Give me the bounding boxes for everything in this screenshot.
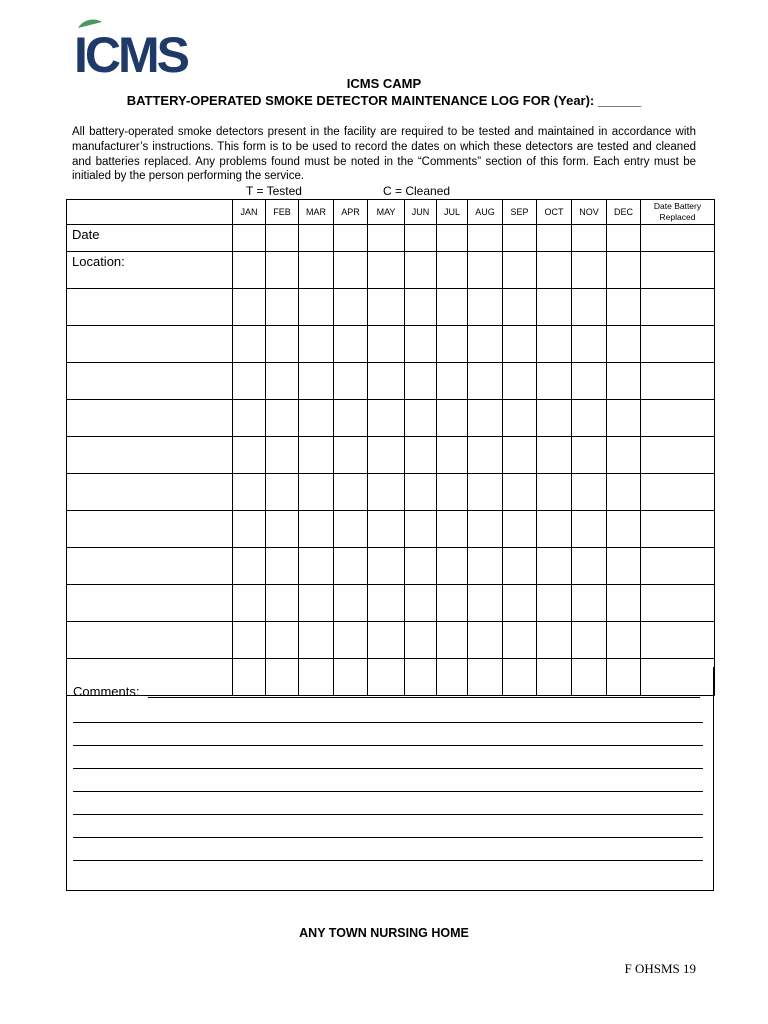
- label-row: [67, 252, 715, 289]
- form-code: F OHSMS 19: [624, 961, 696, 976]
- month-header: JUN: [405, 200, 437, 225]
- month-entry-cell[interactable]: [405, 363, 437, 400]
- month-entry-cell[interactable]: [572, 548, 607, 585]
- month-entry-cell[interactable]: [468, 225, 503, 252]
- month-entry-cell[interactable]: [468, 511, 503, 548]
- comment-line[interactable]: [73, 722, 703, 723]
- month-entry-cell[interactable]: [468, 437, 503, 474]
- month-entry-cell[interactable]: [299, 437, 334, 474]
- month-entry-cell[interactable]: [233, 622, 266, 659]
- month-entry-cell[interactable]: [233, 363, 266, 400]
- month-entry-cell[interactable]: [405, 225, 437, 252]
- month-entry-cell[interactable]: [607, 622, 641, 659]
- month-entry-cell[interactable]: [368, 585, 405, 622]
- month-entry-cell[interactable]: [266, 363, 299, 400]
- month-entry-cell[interactable]: [233, 511, 266, 548]
- month-entry-cell[interactable]: [334, 363, 368, 400]
- month-entry-cell[interactable]: [503, 326, 537, 363]
- blank-entry-row: [67, 326, 715, 363]
- month-entry-cell[interactable]: [468, 622, 503, 659]
- month-entry-cell[interactable]: [299, 548, 334, 585]
- comments-section: [66, 667, 714, 891]
- month-header: DEC: [607, 200, 641, 225]
- month-entry-cell[interactable]: [368, 289, 405, 326]
- battery-date-cell[interactable]: [641, 225, 715, 252]
- month-entry-cell[interactable]: [334, 326, 368, 363]
- month-entry-cell[interactable]: [233, 548, 266, 585]
- month-entry-cell[interactable]: [405, 326, 437, 363]
- month-entry-cell[interactable]: [607, 289, 641, 326]
- month-entry-cell[interactable]: [266, 252, 299, 289]
- month-entry-cell[interactable]: [468, 363, 503, 400]
- month-entry-cell[interactable]: [607, 326, 641, 363]
- label-row: [67, 225, 715, 252]
- comment-line[interactable]: [148, 697, 700, 698]
- month-entry-cell[interactable]: [503, 252, 537, 289]
- month-entry-cell[interactable]: [607, 363, 641, 400]
- month-entry-cell[interactable]: [437, 585, 468, 622]
- month-entry-cell[interactable]: [299, 289, 334, 326]
- month-entry-cell[interactable]: [503, 474, 537, 511]
- month-entry-cell[interactable]: [233, 225, 266, 252]
- month-entry-cell[interactable]: [299, 326, 334, 363]
- month-entry-cell[interactable]: [266, 585, 299, 622]
- battery-date-cell[interactable]: [641, 474, 715, 511]
- month-entry-cell[interactable]: [537, 326, 572, 363]
- month-header: MAY: [368, 200, 405, 225]
- month-entry-cell[interactable]: [607, 548, 641, 585]
- month-entry-cell[interactable]: [437, 622, 468, 659]
- month-entry-cell[interactable]: [503, 585, 537, 622]
- month-entry-cell[interactable]: [405, 400, 437, 437]
- comment-line[interactable]: [73, 860, 703, 861]
- location-cell[interactable]: [67, 474, 233, 511]
- month-entry-cell[interactable]: [266, 326, 299, 363]
- month-header: FEB: [266, 200, 299, 225]
- month-entry-cell[interactable]: [405, 252, 437, 289]
- month-entry-cell[interactable]: [503, 548, 537, 585]
- month-entry-cell[interactable]: [368, 511, 405, 548]
- month-entry-cell[interactable]: [368, 225, 405, 252]
- month-entry-cell[interactable]: [503, 289, 537, 326]
- battery-date-cell[interactable]: [641, 437, 715, 474]
- month-entry-cell[interactable]: [368, 548, 405, 585]
- month-entry-cell[interactable]: [572, 474, 607, 511]
- blank-entry-row: [67, 585, 715, 622]
- blank-entry-row: [67, 511, 715, 548]
- month-entry-cell[interactable]: [368, 363, 405, 400]
- month-entry-cell[interactable]: [503, 511, 537, 548]
- month-entry-cell[interactable]: [266, 437, 299, 474]
- battery-date-cell[interactable]: [641, 252, 715, 289]
- battery-date-cell[interactable]: [641, 326, 715, 363]
- battery-date-cell[interactable]: [641, 289, 715, 326]
- month-entry-cell[interactable]: [537, 585, 572, 622]
- month-entry-cell[interactable]: [334, 225, 368, 252]
- comment-line[interactable]: [73, 791, 703, 792]
- month-entry-cell[interactable]: [468, 252, 503, 289]
- logo-text: ICMS: [74, 27, 187, 76]
- month-entry-cell[interactable]: [537, 252, 572, 289]
- month-entry-cell[interactable]: [607, 437, 641, 474]
- month-entry-cell[interactable]: [572, 326, 607, 363]
- month-entry-cell[interactable]: [437, 252, 468, 289]
- row-label[interactable]: Location:: [67, 252, 233, 289]
- month-entry-cell[interactable]: [537, 474, 572, 511]
- month-entry-cell[interactable]: [299, 622, 334, 659]
- blank-entry-row: [67, 289, 715, 326]
- month-entry-cell[interactable]: [368, 252, 405, 289]
- month-entry-cell[interactable]: [537, 511, 572, 548]
- month-entry-cell[interactable]: [572, 400, 607, 437]
- month-entry-cell[interactable]: [437, 289, 468, 326]
- location-cell[interactable]: [67, 548, 233, 585]
- month-header: JUL: [437, 200, 468, 225]
- month-entry-cell[interactable]: [537, 400, 572, 437]
- month-entry-cell[interactable]: [299, 225, 334, 252]
- month-entry-cell[interactable]: [334, 474, 368, 511]
- battery-date-cell[interactable]: [641, 548, 715, 585]
- month-entry-cell[interactable]: [537, 289, 572, 326]
- month-entry-cell[interactable]: [468, 548, 503, 585]
- battery-replaced-header: Date Battery Replaced: [641, 200, 715, 225]
- facility-name: ANY TOWN NURSING HOME: [299, 926, 469, 940]
- maintenance-log-table: [66, 199, 715, 696]
- camp-title: ICMS CAMP: [346, 76, 422, 91]
- month-header-row: [67, 200, 715, 225]
- month-entry-cell[interactable]: [468, 400, 503, 437]
- month-entry-cell[interactable]: [437, 363, 468, 400]
- comment-line[interactable]: [73, 768, 703, 769]
- month-entry-cell[interactable]: [368, 326, 405, 363]
- month-entry-cell[interactable]: [572, 289, 607, 326]
- month-entry-cell[interactable]: [572, 437, 607, 474]
- battery-date-cell[interactable]: [641, 511, 715, 548]
- month-entry-cell[interactable]: [405, 474, 437, 511]
- month-entry-cell[interactable]: [503, 363, 537, 400]
- month-header: SEP: [503, 200, 537, 225]
- month-entry-cell[interactable]: [233, 252, 266, 289]
- blank-entry-row: [67, 622, 715, 659]
- blank-entry-row: [67, 548, 715, 585]
- location-cell[interactable]: [67, 437, 233, 474]
- icms-logo: [74, 18, 206, 76]
- month-entry-cell[interactable]: [437, 474, 468, 511]
- battery-date-cell[interactable]: [641, 622, 715, 659]
- month-entry-cell[interactable]: [437, 326, 468, 363]
- location-cell[interactable]: [67, 622, 233, 659]
- location-cell[interactable]: [67, 326, 233, 363]
- month-entry-cell[interactable]: [468, 474, 503, 511]
- comment-line[interactable]: [73, 814, 703, 815]
- month-entry-cell[interactable]: [437, 225, 468, 252]
- month-entry-cell[interactable]: [334, 289, 368, 326]
- month-entry-cell[interactable]: [334, 252, 368, 289]
- month-entry-cell[interactable]: [537, 225, 572, 252]
- month-entry-cell[interactable]: [537, 437, 572, 474]
- month-entry-cell[interactable]: [233, 474, 266, 511]
- location-cell[interactable]: [67, 585, 233, 622]
- month-entry-cell[interactable]: [266, 400, 299, 437]
- month-entry-cell[interactable]: [405, 437, 437, 474]
- month-entry-cell[interactable]: [299, 363, 334, 400]
- month-entry-cell[interactable]: [299, 474, 334, 511]
- month-entry-cell[interactable]: [607, 225, 641, 252]
- month-entry-cell[interactable]: [405, 585, 437, 622]
- month-entry-cell[interactable]: [607, 474, 641, 511]
- month-entry-cell[interactable]: [233, 289, 266, 326]
- month-entry-cell[interactable]: [266, 511, 299, 548]
- month-entry-cell[interactable]: [607, 252, 641, 289]
- month-entry-cell[interactable]: [334, 437, 368, 474]
- month-header: AUG: [468, 200, 503, 225]
- month-entry-cell[interactable]: [503, 622, 537, 659]
- month-entry-cell[interactable]: [334, 548, 368, 585]
- month-entry-cell[interactable]: [572, 511, 607, 548]
- blank-entry-row: [67, 363, 715, 400]
- battery-date-cell[interactable]: [641, 585, 715, 622]
- month-entry-cell[interactable]: [334, 585, 368, 622]
- month-entry-cell[interactable]: [299, 585, 334, 622]
- month-entry-cell[interactable]: [468, 585, 503, 622]
- month-entry-cell[interactable]: [537, 548, 572, 585]
- month-entry-cell[interactable]: [266, 622, 299, 659]
- month-entry-cell[interactable]: [437, 548, 468, 585]
- month-entry-cell[interactable]: [537, 363, 572, 400]
- month-entry-cell[interactable]: [607, 400, 641, 437]
- month-entry-cell[interactable]: [437, 437, 468, 474]
- location-cell[interactable]: [67, 289, 233, 326]
- blank-entry-row: [67, 474, 715, 511]
- month-entry-cell[interactable]: [405, 548, 437, 585]
- month-entry-cell[interactable]: [437, 400, 468, 437]
- month-entry-cell[interactable]: [299, 511, 334, 548]
- month-entry-cell[interactable]: [468, 326, 503, 363]
- month-entry-cell[interactable]: [334, 511, 368, 548]
- instructions-paragraph: All battery-operated smoke detectors present in the facility are required to be tested and maintained in accordance with manufacturer’s instructions. This form is to be used to record the dates on which these detectors are tested and cleaned and batteries replaced. Any problems found must be noted in the “Comments” section of this form. Each entry must be initialed by the person performing the service.: [72, 126, 696, 183]
- log-title: BATTERY-OPERATED SMOKE DETECTOR MAINTENANCE LOG FOR (Year): ______: [126, 93, 642, 108]
- month-entry-cell[interactable]: [233, 400, 266, 437]
- month-entry-cell[interactable]: [437, 511, 468, 548]
- month-entry-cell[interactable]: [572, 252, 607, 289]
- comment-line[interactable]: [73, 837, 703, 838]
- month-entry-cell[interactable]: [405, 622, 437, 659]
- month-entry-cell[interactable]: [405, 289, 437, 326]
- month-entry-cell[interactable]: [405, 511, 437, 548]
- header-blank-cell: [67, 200, 233, 225]
- legend-cleaned: C = Cleaned: [383, 184, 451, 198]
- month-entry-cell[interactable]: [266, 289, 299, 326]
- month-entry-cell[interactable]: [334, 622, 368, 659]
- month-entry-cell[interactable]: [572, 363, 607, 400]
- blank-entry-row: [67, 400, 715, 437]
- month-header: NOV: [572, 200, 607, 225]
- month-entry-cell[interactable]: [572, 622, 607, 659]
- month-entry-cell[interactable]: [368, 474, 405, 511]
- blank-entry-row: [67, 437, 715, 474]
- month-entry-cell[interactable]: [503, 437, 537, 474]
- month-entry-cell[interactable]: [266, 225, 299, 252]
- month-entry-cell[interactable]: [233, 437, 266, 474]
- month-entry-cell[interactable]: [266, 474, 299, 511]
- battery-date-cell[interactable]: [641, 400, 715, 437]
- comments-label: Comments:: [73, 684, 140, 699]
- location-cell[interactable]: [67, 363, 233, 400]
- month-entry-cell[interactable]: [572, 585, 607, 622]
- month-entry-cell[interactable]: [607, 585, 641, 622]
- month-entry-cell[interactable]: [468, 289, 503, 326]
- row-label[interactable]: Date: [67, 225, 233, 252]
- month-header: MAR: [299, 200, 334, 225]
- month-header: JAN: [233, 200, 266, 225]
- battery-date-cell[interactable]: [641, 363, 715, 400]
- month-header: OCT: [537, 200, 572, 225]
- month-entry-cell[interactable]: [503, 225, 537, 252]
- legend-tested: T = Tested: [246, 184, 302, 198]
- month-entry-cell[interactable]: [368, 622, 405, 659]
- month-entry-cell[interactable]: [233, 326, 266, 363]
- location-cell[interactable]: [67, 400, 233, 437]
- month-entry-cell[interactable]: [266, 548, 299, 585]
- location-cell[interactable]: [67, 511, 233, 548]
- month-entry-cell[interactable]: [503, 400, 537, 437]
- month-entry-cell[interactable]: [233, 585, 266, 622]
- month-entry-cell[interactable]: [299, 400, 334, 437]
- comment-line[interactable]: [73, 745, 703, 746]
- month-entry-cell[interactable]: [368, 400, 405, 437]
- month-entry-cell[interactable]: [368, 437, 405, 474]
- month-entry-cell[interactable]: [537, 622, 572, 659]
- month-entry-cell[interactable]: [299, 252, 334, 289]
- month-entry-cell[interactable]: [334, 400, 368, 437]
- month-entry-cell[interactable]: [572, 225, 607, 252]
- month-header: APR: [334, 200, 368, 225]
- month-entry-cell[interactable]: [607, 511, 641, 548]
